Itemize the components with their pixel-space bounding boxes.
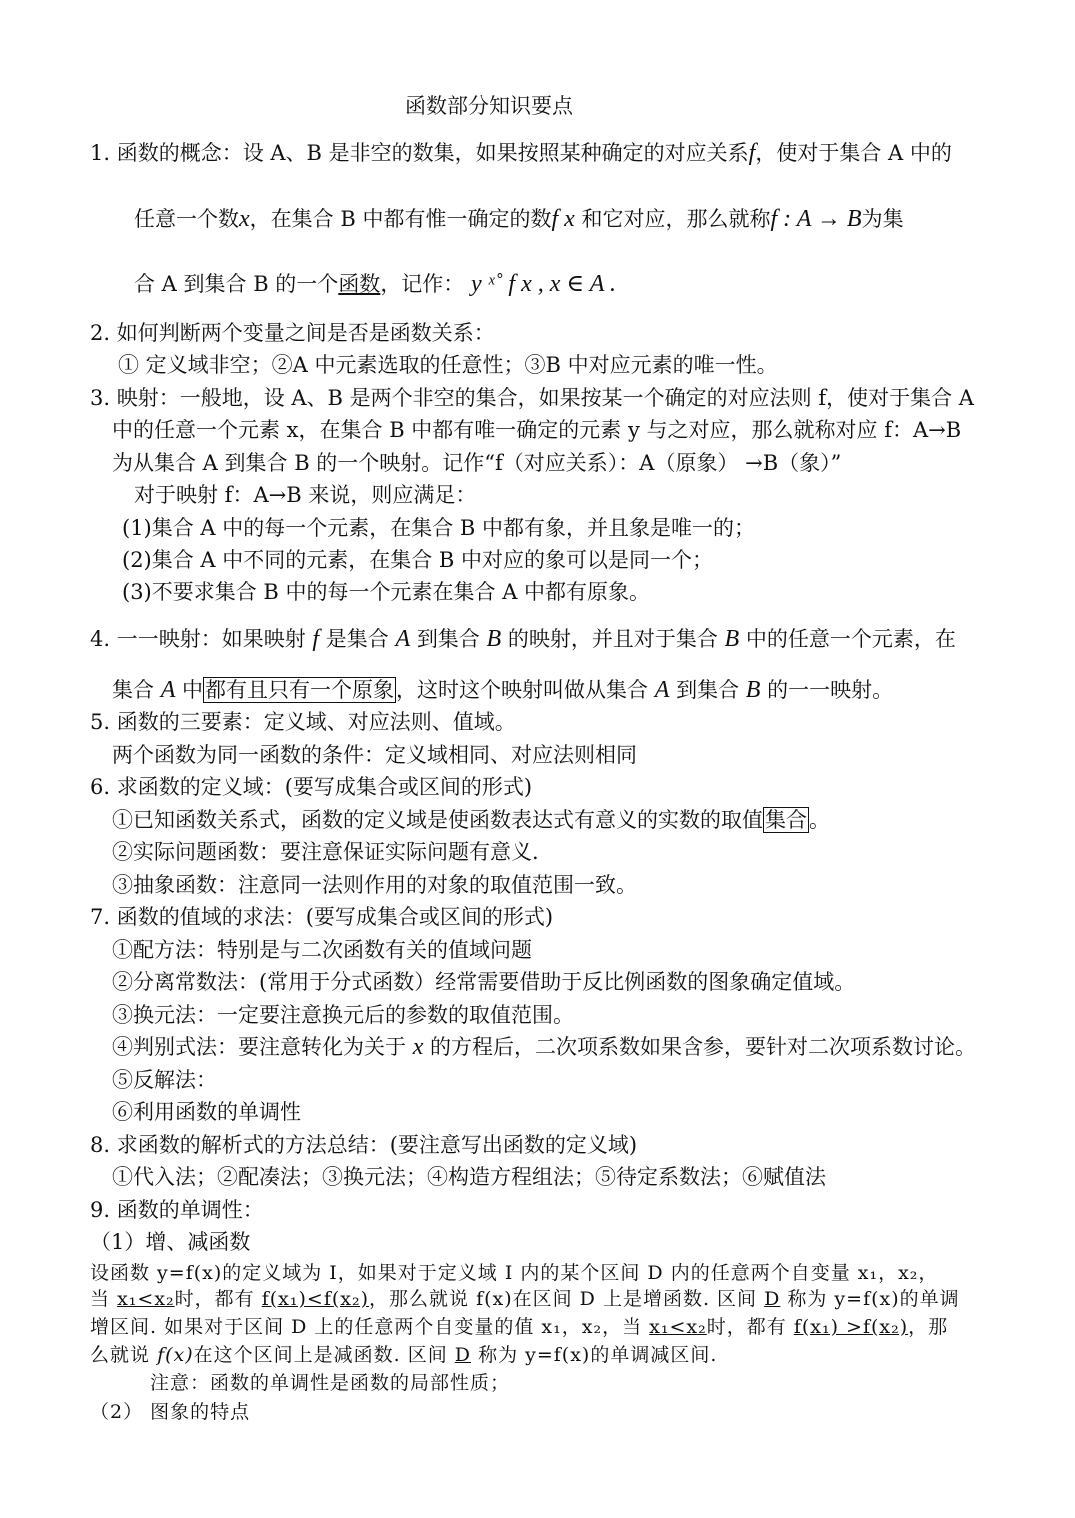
text: 到集合: [416, 627, 480, 651]
s3-line-5: (1)集合 A 中的每一个元素，在集合 B 中都有象，并且象是唯一的；: [122, 516, 756, 540]
math-fx: f x: [551, 206, 575, 232]
underlined-term: x₁<x₂: [117, 1288, 175, 1310]
text: 1. 函数的概念：设 A、B 是非空的数集，如果按照某种确定的对应关系: [90, 141, 749, 165]
math-f: f: [312, 626, 320, 652]
s3-line-1: 3. 映射：一般地，设 A、B 是两个非空的集合，如果按某一个确定的对应法则 f，使对于集合 A: [90, 386, 974, 410]
s1-line-3: [134, 270, 616, 298]
s9-note: 注意：函数的单调性是函数的局部性质；: [150, 1372, 511, 1394]
s1-line-1: [90, 139, 952, 167]
text: 么就说: [90, 1344, 151, 1366]
text: 集合: [112, 678, 154, 702]
underlined-term: f(x₁)<f(x₂): [261, 1288, 370, 1310]
math-b: B: [486, 626, 502, 652]
s3-line-2: 中的任意一个元素 x，在集合 B 中都有唯一确定的元素 y 与之对应，那么就称对应 f：A→B: [112, 418, 962, 442]
text: 的一一映射。: [767, 678, 894, 702]
text: ，这时这个映射叫做从集合: [396, 678, 649, 702]
s7-line-4: ③换元法：一定要注意换元后的参数的取值范围。: [112, 1003, 574, 1027]
text: 的映射，并且对于集合: [507, 627, 718, 651]
text: 在这个区间上是减函数. 区间: [193, 1344, 448, 1366]
text: 和它对应，那么就称: [581, 207, 771, 231]
s5-line-2: 两个函数为同一函数的条件：定义域相同、对应法则相同: [112, 743, 637, 767]
text: 是集合: [325, 627, 389, 651]
s1-line-2: [134, 205, 904, 233]
s6-line-4: ③抽象函数：注意同一法则作用的对象的取值范围一致。: [112, 873, 637, 897]
math-f: f: [748, 140, 756, 166]
math-b: B: [724, 626, 740, 652]
text: 任意一个数: [134, 207, 239, 231]
underlined-term: 函数: [338, 272, 381, 296]
text: 称为 y=f(x)的单调: [787, 1288, 960, 1310]
text: ，在集合 B 中都有惟一确定的数: [249, 207, 552, 231]
s8-line-1: 8. 求函数的解析式的方法总结：(要注意写出函数的定义域): [90, 1133, 638, 1157]
s7-line-2: ①配方法：特别是与二次函数有关的值域问题: [112, 938, 532, 962]
math-b: B: [745, 677, 761, 703]
math-notation: y ˣ˚ f x , x ∈ A .: [471, 271, 616, 297]
italic-term: f(x): [157, 1344, 194, 1366]
math-x: x: [239, 206, 250, 232]
text: 。: [809, 808, 830, 832]
math-x: x: [412, 1034, 424, 1060]
s9-line-3: （2） 图象的特点: [90, 1401, 251, 1423]
s3-line-6: (2)集合 A 中不同的元素，在集合 B 中对应的象可以是同一个；: [122, 548, 714, 572]
text: 增区间. 如果对于区间 D 上的任意两个自变量的值 x₁，x₂，当: [90, 1316, 643, 1338]
text: ①已知函数关系式，函数的定义域是使函数表达式有意义的实数的取值: [112, 808, 763, 832]
math-mapping: f : A → B: [770, 206, 862, 232]
math-a: A: [160, 677, 176, 703]
s2-line-2: ① 定义域非空；②A 中元素选取的任意性；③B 中对应元素的唯一性。: [118, 353, 778, 377]
text: 称为 y=f(x)的单调减区间.: [478, 1344, 718, 1366]
text: 中: [182, 678, 204, 702]
text: 的方程后，二次项系数如果含参，要针对二次项系数讨论。: [430, 1035, 977, 1059]
page-title: 函数部分知识要点: [405, 94, 573, 118]
s3-line-3: 为从集合 A 到集合 B 的一个映射。记作“f（对应关系）：A（原象） →B（象）”: [112, 451, 842, 475]
s6-line-3: ②实际问题函数：要注意保证实际问题有意义.: [112, 840, 539, 864]
text: 到集合: [676, 678, 740, 702]
s8-line-2: ①代入法；②配凑法；③换元法；④构造方程组法；⑤待定系数法；⑥赋值法: [112, 1165, 826, 1189]
s9-para-line-1: 设函数 y=f(x)的定义域为 I，如果对于定义域 I 内的某个区间 D 内的任意两个自变量 x₁，x₂，: [90, 1262, 939, 1284]
boxed-term: 集合: [765, 808, 807, 832]
s7-line-7: ⑥利用函数的单调性: [112, 1100, 301, 1124]
text: 合 A 到集合 B 的一个: [134, 272, 339, 296]
s4-line-1: [90, 625, 956, 653]
s3-line-7: (3)不要求集合 B 中的每一个元素在集合 A 中都有原象。: [122, 580, 651, 604]
text: 为集: [861, 207, 904, 231]
s2-line-1: 2. 如何判断两个变量之间是否是函数关系：: [90, 321, 495, 345]
s9-para-line-3: [90, 1313, 948, 1341]
text: 当: [90, 1288, 111, 1310]
s9-para-line-4: [90, 1341, 717, 1369]
text: ，那么就说 f(x)在区间 D 上是增函数. 区间: [369, 1288, 758, 1310]
s3-line-4: 对于映射 f：A→B 来说，则应满足：: [134, 483, 477, 507]
text: 时，都有: [706, 1316, 787, 1338]
boxed-term: 都有且只有一个原象: [205, 678, 395, 702]
text: 中的任意一个元素，在: [745, 627, 956, 651]
math-a: A: [654, 677, 670, 703]
text: ，记作：: [380, 272, 465, 296]
s9-para-line-2: [90, 1285, 960, 1313]
s7-line-5: [112, 1033, 976, 1061]
s7-line-3: ②分离常数法：(常用于分式函数）经常需要借助于反比例函数的图象确定值域。: [112, 970, 856, 994]
underlined-term: D: [764, 1288, 781, 1310]
underlined-term: x₁<x₂: [649, 1316, 707, 1338]
text: 时，都有: [174, 1288, 255, 1310]
s6-line-2: [112, 806, 830, 834]
s7-line-6: ⑤反解法：: [112, 1068, 217, 1092]
text: 4. 一一映射：如果映射: [90, 627, 306, 651]
math-a: A: [395, 626, 411, 652]
s5-line-1: 5. 函数的三要素：定义域、对应法则、值域。: [90, 710, 516, 734]
s4-line-2: [112, 676, 893, 704]
s7-line-1: 7. 函数的值域的求法：(要写成集合或区间的形式): [90, 905, 554, 929]
s9-line-1: 9. 函数的单调性：: [90, 1198, 264, 1222]
underlined-term: D: [454, 1344, 472, 1366]
s9-line-2: （1）增、减函数: [90, 1230, 251, 1254]
text: ④判别式法：要注意转化为关于: [112, 1035, 406, 1059]
text: ，使对于集合 A 中的: [755, 141, 952, 165]
underlined-term: f(x₁) >f(x₂): [793, 1316, 909, 1338]
text: ，那: [908, 1316, 949, 1338]
s6-line-1: 6. 求函数的定义域：(要写成集合或区间的形式): [90, 775, 533, 799]
